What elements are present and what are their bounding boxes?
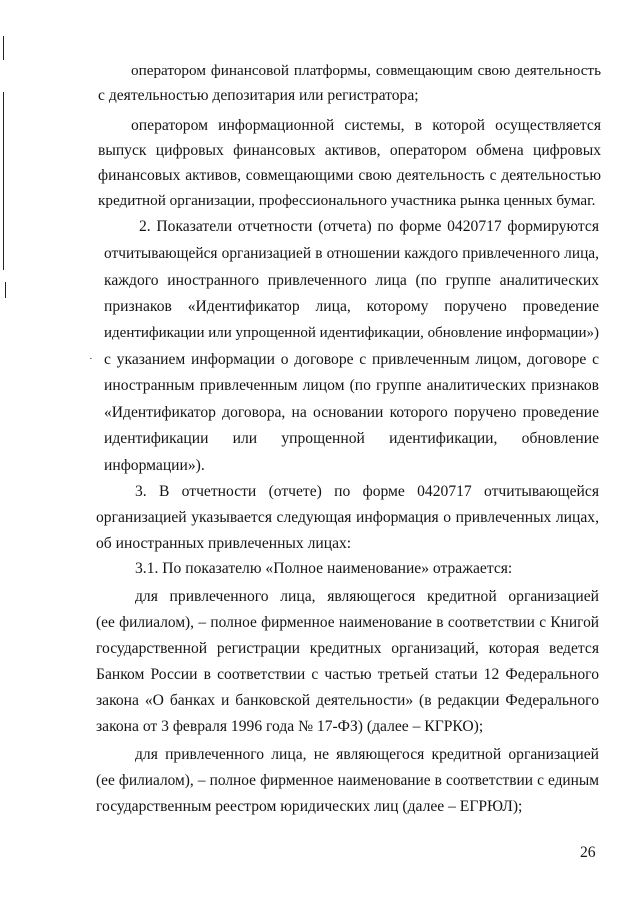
- text-line: об иностранных привлеченных лицах:: [96, 535, 352, 552]
- scan-speck: ·: [89, 353, 93, 365]
- text-line: информации»).: [104, 457, 205, 474]
- text-line: 3. В отчетности (отчете) по форме 0420717 отчитывающейся: [135, 483, 599, 500]
- text-line: закона от 3 февраля 1996 года № 17-ФЗ) (далее – КГРКО);: [96, 718, 484, 735]
- text-line: оператором информационной системы, в которой осуществляется: [131, 117, 601, 134]
- text-line: для привлеченного лица, являющегося кредитной организацией: [135, 588, 599, 605]
- text-line: (ее филиалом), – полное фирменное наименование в соответствии с Книгой: [96, 614, 599, 631]
- scan-margin-mark: [3, 92, 4, 270]
- text-line: 2. Показатели отчетности (отчета) по форме 0420717 формируются: [139, 218, 599, 235]
- text-line: с деятельностью депозитария или регистратора;: [98, 87, 419, 104]
- text-line: выпуск цифровых финансовых активов, оператором обмена цифровых: [98, 142, 601, 159]
- text-line: признаков «Идентификатор лица, которому поручено проведение: [104, 298, 599, 315]
- text-line: оператором финансовой платформы, совмещающим свою деятельность: [131, 62, 601, 79]
- text-line: государственной регистрации кредитных организаций, которая ведется: [96, 640, 599, 657]
- text-line: финансовых активов, совмещающими свою деятельность с деятельностью: [98, 167, 601, 184]
- text-line: 3.1. По показателю «Полное наименование» отражается:: [135, 560, 513, 577]
- text-line: Банком России в соответствии с частью третьей статьи 12 Федерального: [96, 666, 599, 683]
- text-line: закона «О банках и банковской деятельности» (в редакции Федерального: [96, 692, 599, 709]
- scan-margin-mark: [3, 36, 4, 60]
- text-line: организацией указывается следующая информация о привлеченных лицах,: [96, 509, 599, 526]
- text-line: кредитной организации, профессионального участника рынка ценных бумаг.: [98, 192, 596, 209]
- text-line: идентификации или упрощенной идентификации, обновление: [104, 430, 599, 447]
- text-line: идентификации или упрощенной идентификации, обновление информации»): [104, 325, 599, 341]
- text-line: (ее филиалом), – полное фирменное наименование в соответствии с единым: [96, 772, 599, 789]
- page-number: 26: [580, 844, 596, 861]
- text-line: с указанием информации о договоре с привлеченным лицом, договоре с: [104, 351, 599, 368]
- text-line: отчитывающейся организацией в отношении каждого привлеченного лица,: [104, 245, 599, 262]
- text-line: иностранным привлеченным лицом (по группе аналитических признаков: [104, 377, 599, 394]
- text-line: «Идентификатор договора, на основании которого поручено проведение: [104, 404, 599, 421]
- text-line: для привлеченного лица, не являющегося кредитной организацией: [135, 746, 599, 763]
- text-line: государственным реестром юридических лиц (далее – ЕГРЮЛ);: [96, 798, 523, 815]
- text-line: каждого иностранного привлеченного лица (по группе аналитических: [104, 272, 599, 289]
- scan-margin-mark: [5, 282, 6, 298]
